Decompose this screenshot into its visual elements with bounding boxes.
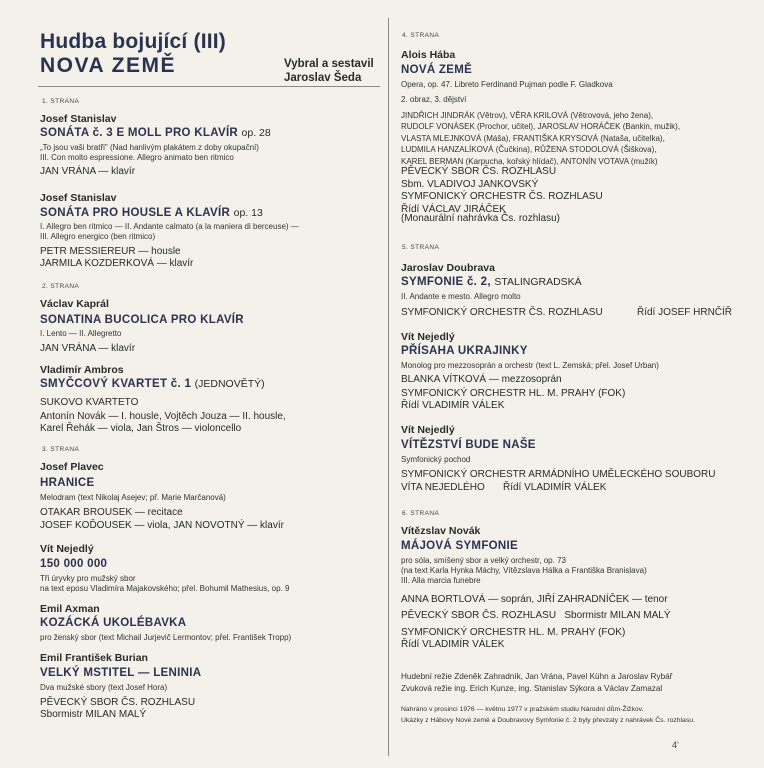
work-title: VELKÝ MSTITEL — LENINIA	[40, 667, 202, 679]
compiler-credit	[284, 57, 374, 85]
performer: PĚVECKÝ SBOR ČS. ROZHLASU Sbormistr MILAN MALÝ	[401, 610, 671, 621]
performer: OTAKAR BROUSEK — recitace	[40, 507, 183, 518]
cast-line: JINDŘICH JINDRÁK (Větrov), VĚRA KRILOVÁ (Větrovová, jeho žena),	[401, 111, 654, 120]
composer: Alois Hába	[401, 49, 456, 61]
performer: PĚVECKÝ SBOR ČS. ROZHLASU	[401, 166, 557, 177]
work-title: HRANICE	[40, 477, 95, 489]
work-title	[40, 207, 263, 219]
cast-list	[401, 110, 680, 167]
work-title-text: SYMFONIE č. 2,	[401, 276, 491, 288]
side-label: 1. STRANA	[42, 98, 80, 105]
cast-line: RUDOLF VONÁSEK (Prochor, učitel), JAROSLAV HORÁČEK (Bankin, mužik),	[401, 122, 681, 132]
work-title: VÍTĚZSTVÍ BUDE NAŠE	[401, 439, 536, 451]
performer: JAN VRÁNA — klavír	[40, 343, 136, 354]
column-divider	[388, 18, 389, 756]
conductor: Řídí VLADIMÍR VÁLEK	[503, 482, 607, 493]
work-title: PŘÍSAHA UKRAJINKY	[401, 345, 528, 357]
work-description: 2. obraz, 3. dějství	[401, 95, 467, 104]
work-title-text: SONÁTA PRO HOUSLE A KLAVÍR	[40, 207, 231, 219]
composer: Vít Nejedlý	[401, 424, 455, 436]
work-title: SONATINA BUCOLICA PRO KLAVÍR	[40, 314, 244, 326]
performer: Karel Řehák — viola, Jan Štros — violoncello	[40, 423, 242, 434]
performer: BLANKA VÍTKOVÁ — mezzosoprán	[401, 374, 562, 385]
album-title: Hudba bojující (III)	[40, 30, 226, 53]
conductor: Řídí JOSEF HRNČÍŘ	[637, 307, 733, 318]
page-mark: 4'	[672, 740, 679, 750]
performer: SYMFONICKÝ ORCHESTR ARMÁDNÍHO UMĚLECKÉHO SOUBORU	[401, 469, 716, 480]
work-title	[40, 378, 265, 390]
performer: JOSEF KOĎOUSEK — viola, JAN NOVOTNÝ — klavír	[40, 520, 284, 531]
production-credits	[401, 671, 672, 695]
note-line: Nahráno v prosinci 1976 — květnu 1977 v pražském studiu Národní dům-Žižkov.	[401, 706, 644, 713]
performer: Sbm. VLADIVOJ JANKOVSKÝ	[401, 178, 539, 190]
work-title-text: SMYČCOVÝ KVARTET č. 1	[40, 378, 192, 390]
credit-line-2: Jaroslav Šeda	[284, 72, 362, 84]
side-label: 2. STRANA	[42, 283, 80, 290]
performer: VÍTA NEJEDLÉHO	[401, 482, 485, 493]
performer: Sbormistr MILAN MALÝ	[40, 709, 147, 720]
album-subtitle: NOVA ZEMĚ	[40, 54, 177, 77]
performer: Řídí VLADIMÍR VÁLEK	[401, 400, 505, 411]
work-description	[40, 143, 259, 163]
work-title	[401, 276, 582, 288]
side-label: 4. STRANA	[402, 32, 440, 39]
composer: Emil Axman	[40, 603, 100, 615]
performers	[401, 166, 603, 216]
work-opus: op. 13	[233, 207, 263, 219]
credit-line: Hudební režie Zdeněk Zahradník, Jan Vrána, Pavel Kühn a Jaroslav Rybář	[401, 672, 673, 681]
composer: Josef Stanislav	[40, 192, 117, 204]
work-description	[40, 222, 299, 242]
work-title: KOZÁCKÁ UKOLÉBAVKA	[40, 617, 187, 629]
work-description: pro ženský sbor (text Michail Jurjevič Lermontov; přel. František Tropp)	[40, 633, 292, 642]
performer: PETR MESSIEREUR — housle	[40, 246, 181, 257]
composer: Josef Plavec	[40, 461, 104, 473]
performer: SYMFONICKÝ ORCHESTR HL. M. PRAHY (FOK)	[401, 627, 626, 638]
description-line: III. Alla marcia funebre	[401, 576, 481, 585]
header-rule	[38, 86, 380, 87]
credit-line: Zvuková režie ing. Erich Kunze, ing. Stanislav Sýkora a Václav Zamazal	[401, 684, 663, 693]
side-label: 6. STRANA	[402, 510, 440, 517]
performer: JAN VRÁNA — klavír	[40, 166, 136, 177]
side-label: 5. STRANA	[402, 244, 440, 251]
work-description	[401, 556, 647, 586]
work-title: MÁJOVÁ SYMFONIE	[401, 540, 518, 552]
performer: SUKOVO KVARTETO	[40, 397, 139, 408]
composer: Josef Stanislav	[40, 113, 117, 125]
composer: Vít Nejedlý	[401, 331, 455, 343]
cast-line: LUDMILA HANZALÍKOVÁ (Čučkina), RŮŽENA STODOLOVÁ (Šiškova),	[401, 145, 657, 155]
description-line: I. Allegro ben ritmico — II. Andante calmato (a la maniera di berceuse) —	[40, 222, 299, 231]
side-label: 3. STRANA	[42, 446, 80, 453]
work-description: II. Andante e mesto. Allegro molto	[401, 292, 521, 301]
performer: JARMILA KOZDERKOVÁ — klavír	[40, 258, 194, 269]
performer: Antonín Novák — I. housle, Vojtěch Jouza — II. housle,	[40, 411, 286, 422]
composer: Vítězslav Novák	[401, 525, 481, 537]
performer: SYMFONICKÝ ORCHESTR ČS. ROZHLASU	[401, 191, 603, 202]
note-line: Ukázky z Hábovy Nové země a Doubravovy Symfonie č. 2 byly převzaty z nahrávek Čs. rozhlasu.	[401, 717, 695, 724]
work-title: 150 000 000	[40, 558, 108, 570]
work-description: I. Lento — II. Allegretto	[40, 329, 122, 338]
performer: SYMFONICKÝ ORCHESTR ČS. ROZHLASU	[401, 307, 603, 318]
performer: Řídí VÁCLAV JIRÁČEK	[401, 203, 506, 215]
cast-line: VLASTA MLEJNKOVÁ (Máša), FRANTIŠKA KRYSOVÁ (Nataša, učitelka),	[401, 133, 665, 143]
work-description: Melodram (text Nikolaj Asejev; př. Marie Marčanová)	[40, 493, 226, 502]
recording-notes	[401, 704, 695, 726]
work-title: NOVÁ ZEMĚ	[401, 64, 473, 76]
recording-note: (Monaurální nahrávka Čs. rozhlasu)	[401, 213, 560, 224]
description-line: (na text Karla Hynka Máchy, Vítězslava Hálka a Františka Branislava)	[401, 566, 647, 575]
work-title-text: SONÁTA č. 3 E MOLL PRO KLAVÍR	[40, 127, 239, 139]
description-line: na text eposu Vladimíra Majakovského; přel. Bohumil Mathesius, op. 9	[40, 584, 290, 593]
work-description: Opera, op. 47. Libreto Ferdinand Pujman podle F. Gladkova	[401, 80, 613, 89]
performer: ANNA BORTLOVÁ — soprán, JIŘÍ ZAHRADNÍČEK — tenor	[401, 594, 668, 605]
cast-line: KAREL BERMAN (Karpucha, kořský hlídač), ANTONÍN VOTAVA (mužík)	[401, 156, 658, 166]
work-description: Dva mužské sbory (text Josef Hora)	[40, 683, 168, 692]
composer: Vladimír Ambros	[40, 364, 124, 376]
work-title	[40, 127, 271, 139]
description-line: „To jsou vaši bratři" (Nad hanlivým plakátem z doby okupační)	[40, 143, 259, 152]
description-line: III. Con molto espressione. Allegro animato ben ritmico	[40, 153, 234, 162]
description-line: pro sóla, smíšený sbor a velký orchestr, op. 73	[401, 556, 566, 565]
performer: Řídí VLADIMÍR VÁLEK	[401, 639, 505, 650]
work-description: Symfonický pochod	[401, 455, 471, 464]
performer: SYMFONICKÝ ORCHESTR HL. M. PRAHY (FOK)	[401, 388, 626, 399]
work-opus: (JEDNOVĚTÝ)	[194, 378, 265, 390]
performer: PĚVECKÝ SBOR ČS. ROZHLASU	[40, 697, 196, 708]
composer: Emil František Burian	[40, 652, 148, 664]
composer: Vít Nejedlý	[40, 543, 94, 555]
work-description	[40, 574, 289, 594]
composer: Václav Kaprál	[40, 298, 109, 310]
work-description: Monolog pro mezzosoprán a orchestr (text L. Zemská; přel. Josef Urban)	[401, 361, 659, 370]
work-opus: op. 28	[241, 127, 271, 139]
composer: Jaroslav Doubrava	[401, 262, 495, 274]
work-opus: STALINGRADSKÁ	[494, 276, 582, 288]
description-line: Tři úryvky pro mužský sbor	[40, 574, 136, 583]
description-line: III. Allegro energico (ben ritmico)	[40, 232, 156, 241]
credit-line-1: Vybral a sestavil	[284, 58, 374, 70]
